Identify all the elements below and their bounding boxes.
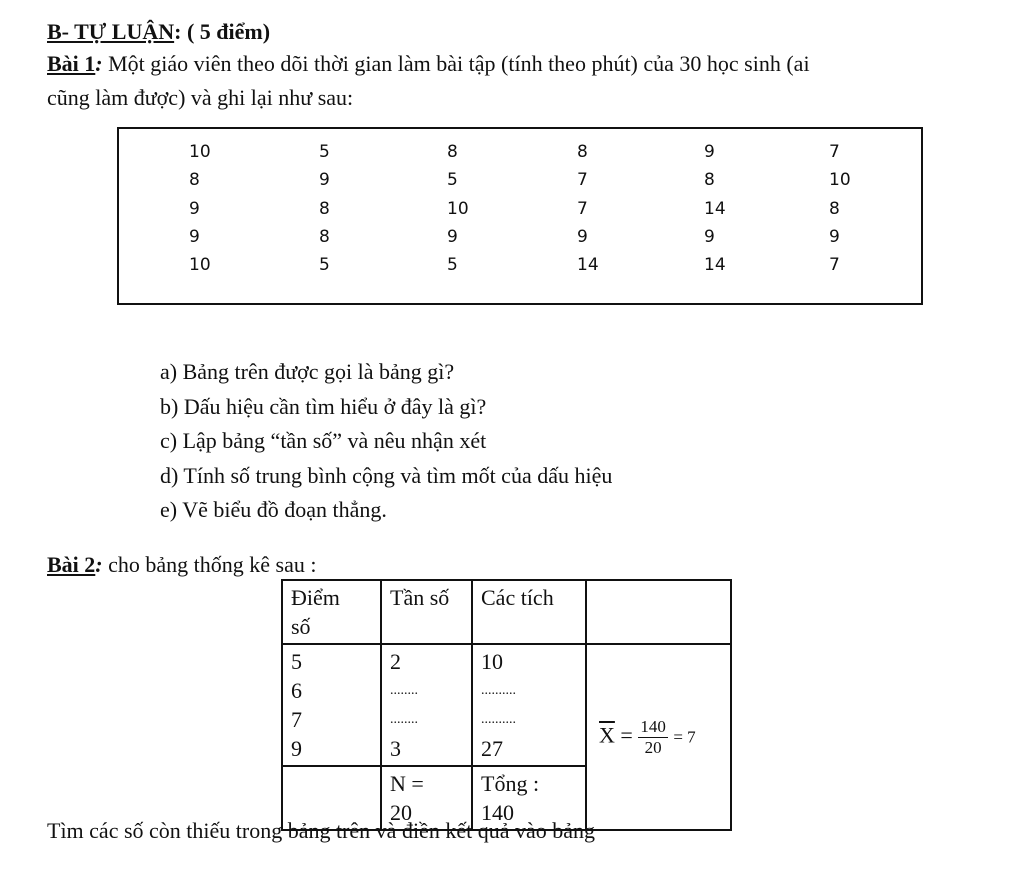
n-value: 20	[390, 800, 412, 825]
bai1-sep: :	[95, 51, 103, 76]
data-cell-r3-c4: 7	[577, 199, 588, 219]
data-cell-r5-c6: 7	[829, 255, 840, 275]
tanso-5: 2	[390, 649, 401, 674]
header-cac-tich-text: Các tích	[481, 585, 554, 610]
data-cell-r2-c3: 5	[447, 170, 458, 190]
data-cell-r1-c3: 8	[447, 142, 458, 162]
data-cell-r5-c3: 5	[447, 255, 458, 275]
diem-7: 7	[291, 707, 302, 732]
bai1-label: Bài 1	[47, 51, 96, 76]
bai2-label: Bài 2	[47, 552, 96, 577]
section-points: : ( 5 điểm)	[174, 19, 271, 44]
bai1-line2: cũng làm được) và ghi lại như sau:	[47, 85, 354, 110]
header-diem-so-text: Điểm số	[291, 585, 340, 639]
data-cell-r2-c5: 8	[704, 170, 715, 190]
col-tich	[472, 644, 586, 766]
data-cell-r4-c5: 9	[704, 227, 715, 247]
diem-9: 9	[291, 736, 302, 761]
question-b: b) Dấu hiệu cần tìm hiểu ở đây là gì?	[160, 394, 487, 419]
tanso-6-blank: ........	[390, 683, 418, 698]
data-cell-r5-c2: 5	[319, 255, 330, 275]
data-cell-r1-c6: 7	[829, 142, 840, 162]
question-a: a) Bảng trên được gọi là bảng gì?	[160, 359, 455, 384]
tanso-9: 3	[390, 736, 401, 761]
data-cell-r2-c1: 8	[189, 170, 200, 190]
question-d: d) Tính số trung bình cộng và tìm mốt của dấu hiệu	[160, 463, 613, 488]
bai2-footer: Tìm các số còn thiếu trong bảng trên và điền kết quả vào bảng	[47, 818, 595, 843]
mean-fraction	[638, 717, 668, 758]
data-cell-r3-c1: 9	[189, 199, 200, 219]
tong-label: Tổng :	[481, 771, 540, 796]
section-title: B- TỰ LUẬN	[47, 19, 175, 44]
mean-symbol: $\overline{X}$	[599, 722, 615, 748]
tanso-7-blank: ........	[390, 712, 418, 727]
data-cell-r3-c3: 10	[447, 199, 469, 219]
bai2-sep: :	[95, 552, 103, 577]
tong-value: 140	[481, 800, 514, 825]
header-tan-so-text: Tần số	[390, 585, 450, 610]
stat-header-row	[282, 580, 731, 644]
data-cell-r3-c2: 8	[319, 199, 330, 219]
mean-eq: =	[620, 722, 633, 748]
tich-7-blank: ..........	[481, 712, 516, 727]
data-cell-r5-c4: 14	[577, 255, 599, 275]
stat-body-row	[282, 644, 731, 766]
mean-numerator: 140	[640, 716, 666, 736]
diem-6: 6	[291, 678, 302, 703]
data-cell-r1-c4: 8	[577, 142, 588, 162]
data-cell-r1-c1: 10	[189, 142, 211, 162]
header-empty	[586, 580, 731, 644]
col-tanso	[381, 644, 472, 766]
data-cell-r4-c6: 9	[829, 227, 840, 247]
tich-5: 10	[481, 649, 503, 674]
tich-6-blank: ..........	[481, 683, 516, 698]
diem-5: 5	[291, 649, 302, 674]
header-diem-so	[282, 580, 381, 644]
data-cell-r5-c1: 10	[189, 255, 211, 275]
question-e: e) Vẽ biểu đồ đoạn thẳng.	[160, 497, 387, 522]
data-cell-r4-c4: 9	[577, 227, 588, 247]
data-cell-r3-c5: 14	[704, 199, 726, 219]
data-cell-r2-c6: 10	[829, 170, 851, 190]
bai1-line1	[47, 51, 810, 77]
data-cell-r4-c3: 9	[447, 227, 458, 247]
header-cac-tich	[472, 580, 586, 644]
stat-table	[281, 579, 732, 831]
data-cell-r1-c5: 9	[704, 142, 715, 162]
data-cell-r3-c6: 8	[829, 199, 840, 219]
n-label: N =	[390, 771, 424, 796]
data-cell-r4-c1: 9	[189, 227, 200, 247]
mean-denominator: 20	[644, 737, 662, 757]
mean-cell	[586, 644, 731, 830]
data-cell-r4-c2: 8	[319, 227, 330, 247]
header-tan-so	[381, 580, 472, 644]
tich-9: 27	[481, 736, 503, 761]
bai1-text-1: Một giáo viên theo dõi thời gian làm bài tập (tính theo phút) của 30 học sinh (ai	[102, 51, 810, 76]
question-c: c) Lập bảng “tần số” và nêu nhận xét	[160, 428, 487, 453]
section-heading	[47, 19, 270, 45]
data-cell-r1-c2: 5	[319, 142, 330, 162]
data-cell-r2-c4: 7	[577, 170, 588, 190]
mean-result: = 7	[673, 727, 696, 747]
data-cell-r2-c2: 9	[319, 170, 330, 190]
col-diem	[282, 644, 381, 766]
data-table-box	[117, 127, 923, 305]
bai2-intro	[47, 552, 316, 578]
bai2-text: cho bảng thống kê sau :	[102, 552, 317, 577]
data-cell-r5-c5: 14	[704, 255, 726, 275]
